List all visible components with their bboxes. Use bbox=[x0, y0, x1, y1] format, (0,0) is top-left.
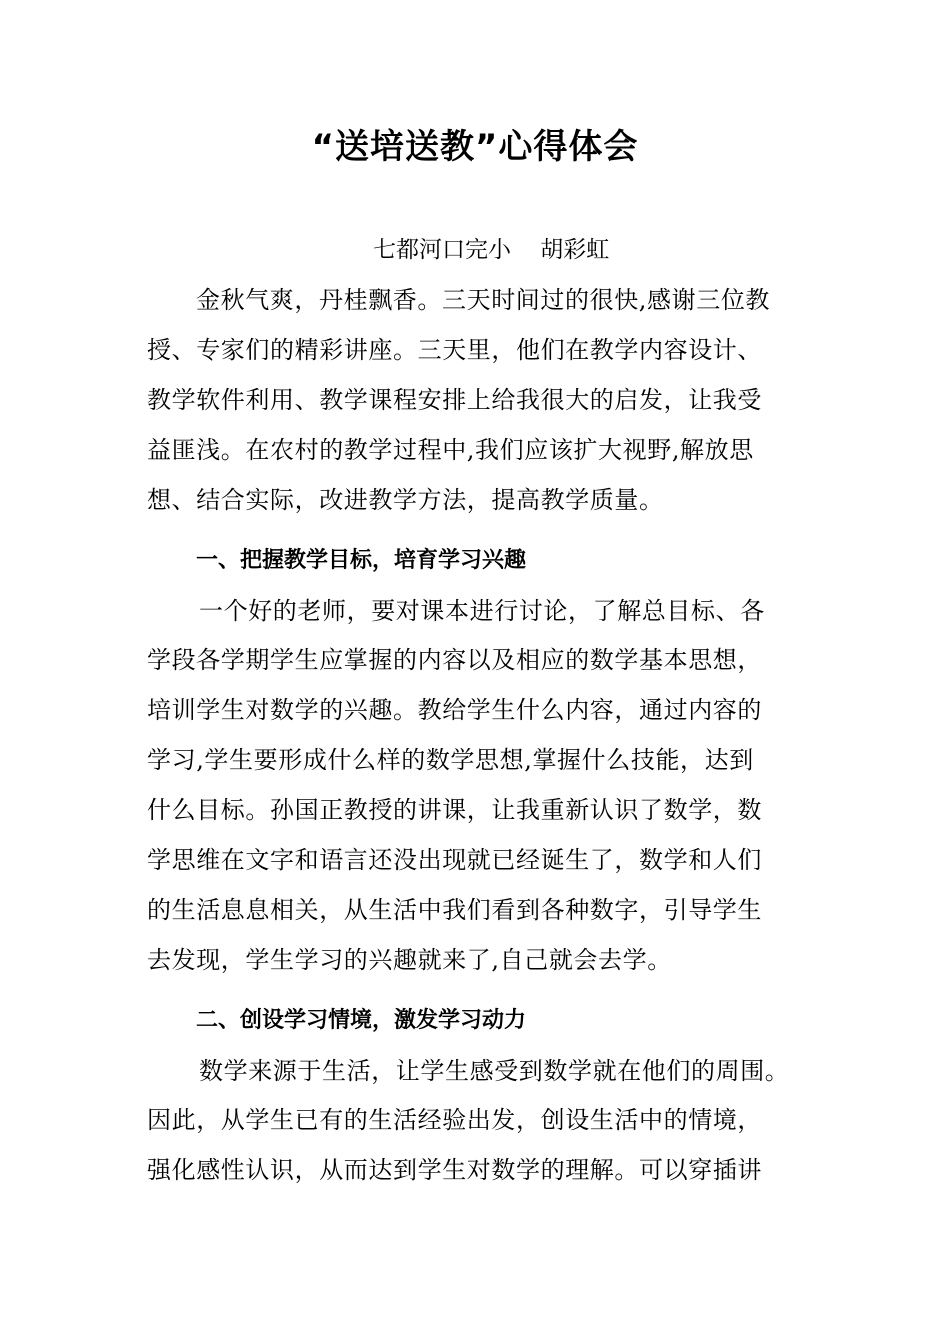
paragraph-line: 金秋气爽，丹桂飘香。三天时间过的很快,感谢三位教 bbox=[196, 286, 771, 314]
paragraph-line: 去发现，学生学习的兴趣就来了,自己就会去学。 bbox=[147, 946, 672, 974]
paragraph-line: 学习,学生要形成什么样的数学思想,掌握什么技能，达到 bbox=[147, 746, 754, 774]
paragraph-line: 因此，从学生已有的生活经验出发，创设生活中的情境， bbox=[147, 1106, 762, 1134]
paragraph-line: 一个好的老师，要对课本进行讨论，了解总目标、各 bbox=[199, 597, 765, 625]
paragraph-line: 教学软件利用、教学课程安排上给我很大的启发，让我受 bbox=[147, 386, 762, 414]
paragraph-line: 学段各学期学生应掌握的内容以及相应的数学基本思想， bbox=[147, 646, 762, 674]
section-heading: 二、创设学习情境，激发学习动力 bbox=[196, 1008, 527, 1033]
author-line: 七都河口完小 胡彩虹 bbox=[373, 237, 610, 263]
document-title: “送培送教”心得体会 bbox=[311, 127, 639, 167]
paragraph-line: 学思维在文字和语言还没出现就已经诞生了，数学和人们 bbox=[147, 846, 762, 874]
paragraph-line: 强化感性认识，从而达到学生对数学的理解。可以穿插讲 bbox=[147, 1156, 762, 1184]
paragraph-line: 数学来源于生活，让学生感受到数学就在他们的周围。 bbox=[199, 1057, 790, 1085]
section-heading: 一、把握教学目标，培育学习兴趣 bbox=[196, 548, 527, 573]
paragraph-line: 培训学生对数学的兴趣。教给学生什么内容，通过内容的 bbox=[147, 696, 762, 724]
paragraph-line: 授、专家们的精彩讲座。三天里，他们在教学内容设计、 bbox=[147, 336, 762, 364]
paragraph-line: 想、结合实际，改进教学方法，提高教学质量。 bbox=[147, 486, 664, 514]
paragraph-line: 什么目标。孙国正教授的讲课，让我重新认识了数学，数 bbox=[147, 796, 762, 824]
paragraph-line: 的生活息息相关，从生活中我们看到各种数字，引导学生 bbox=[147, 896, 762, 924]
paragraph-line: 益匪浅。在农村的教学过程中,我们应该扩大视野,解放思 bbox=[147, 436, 754, 464]
